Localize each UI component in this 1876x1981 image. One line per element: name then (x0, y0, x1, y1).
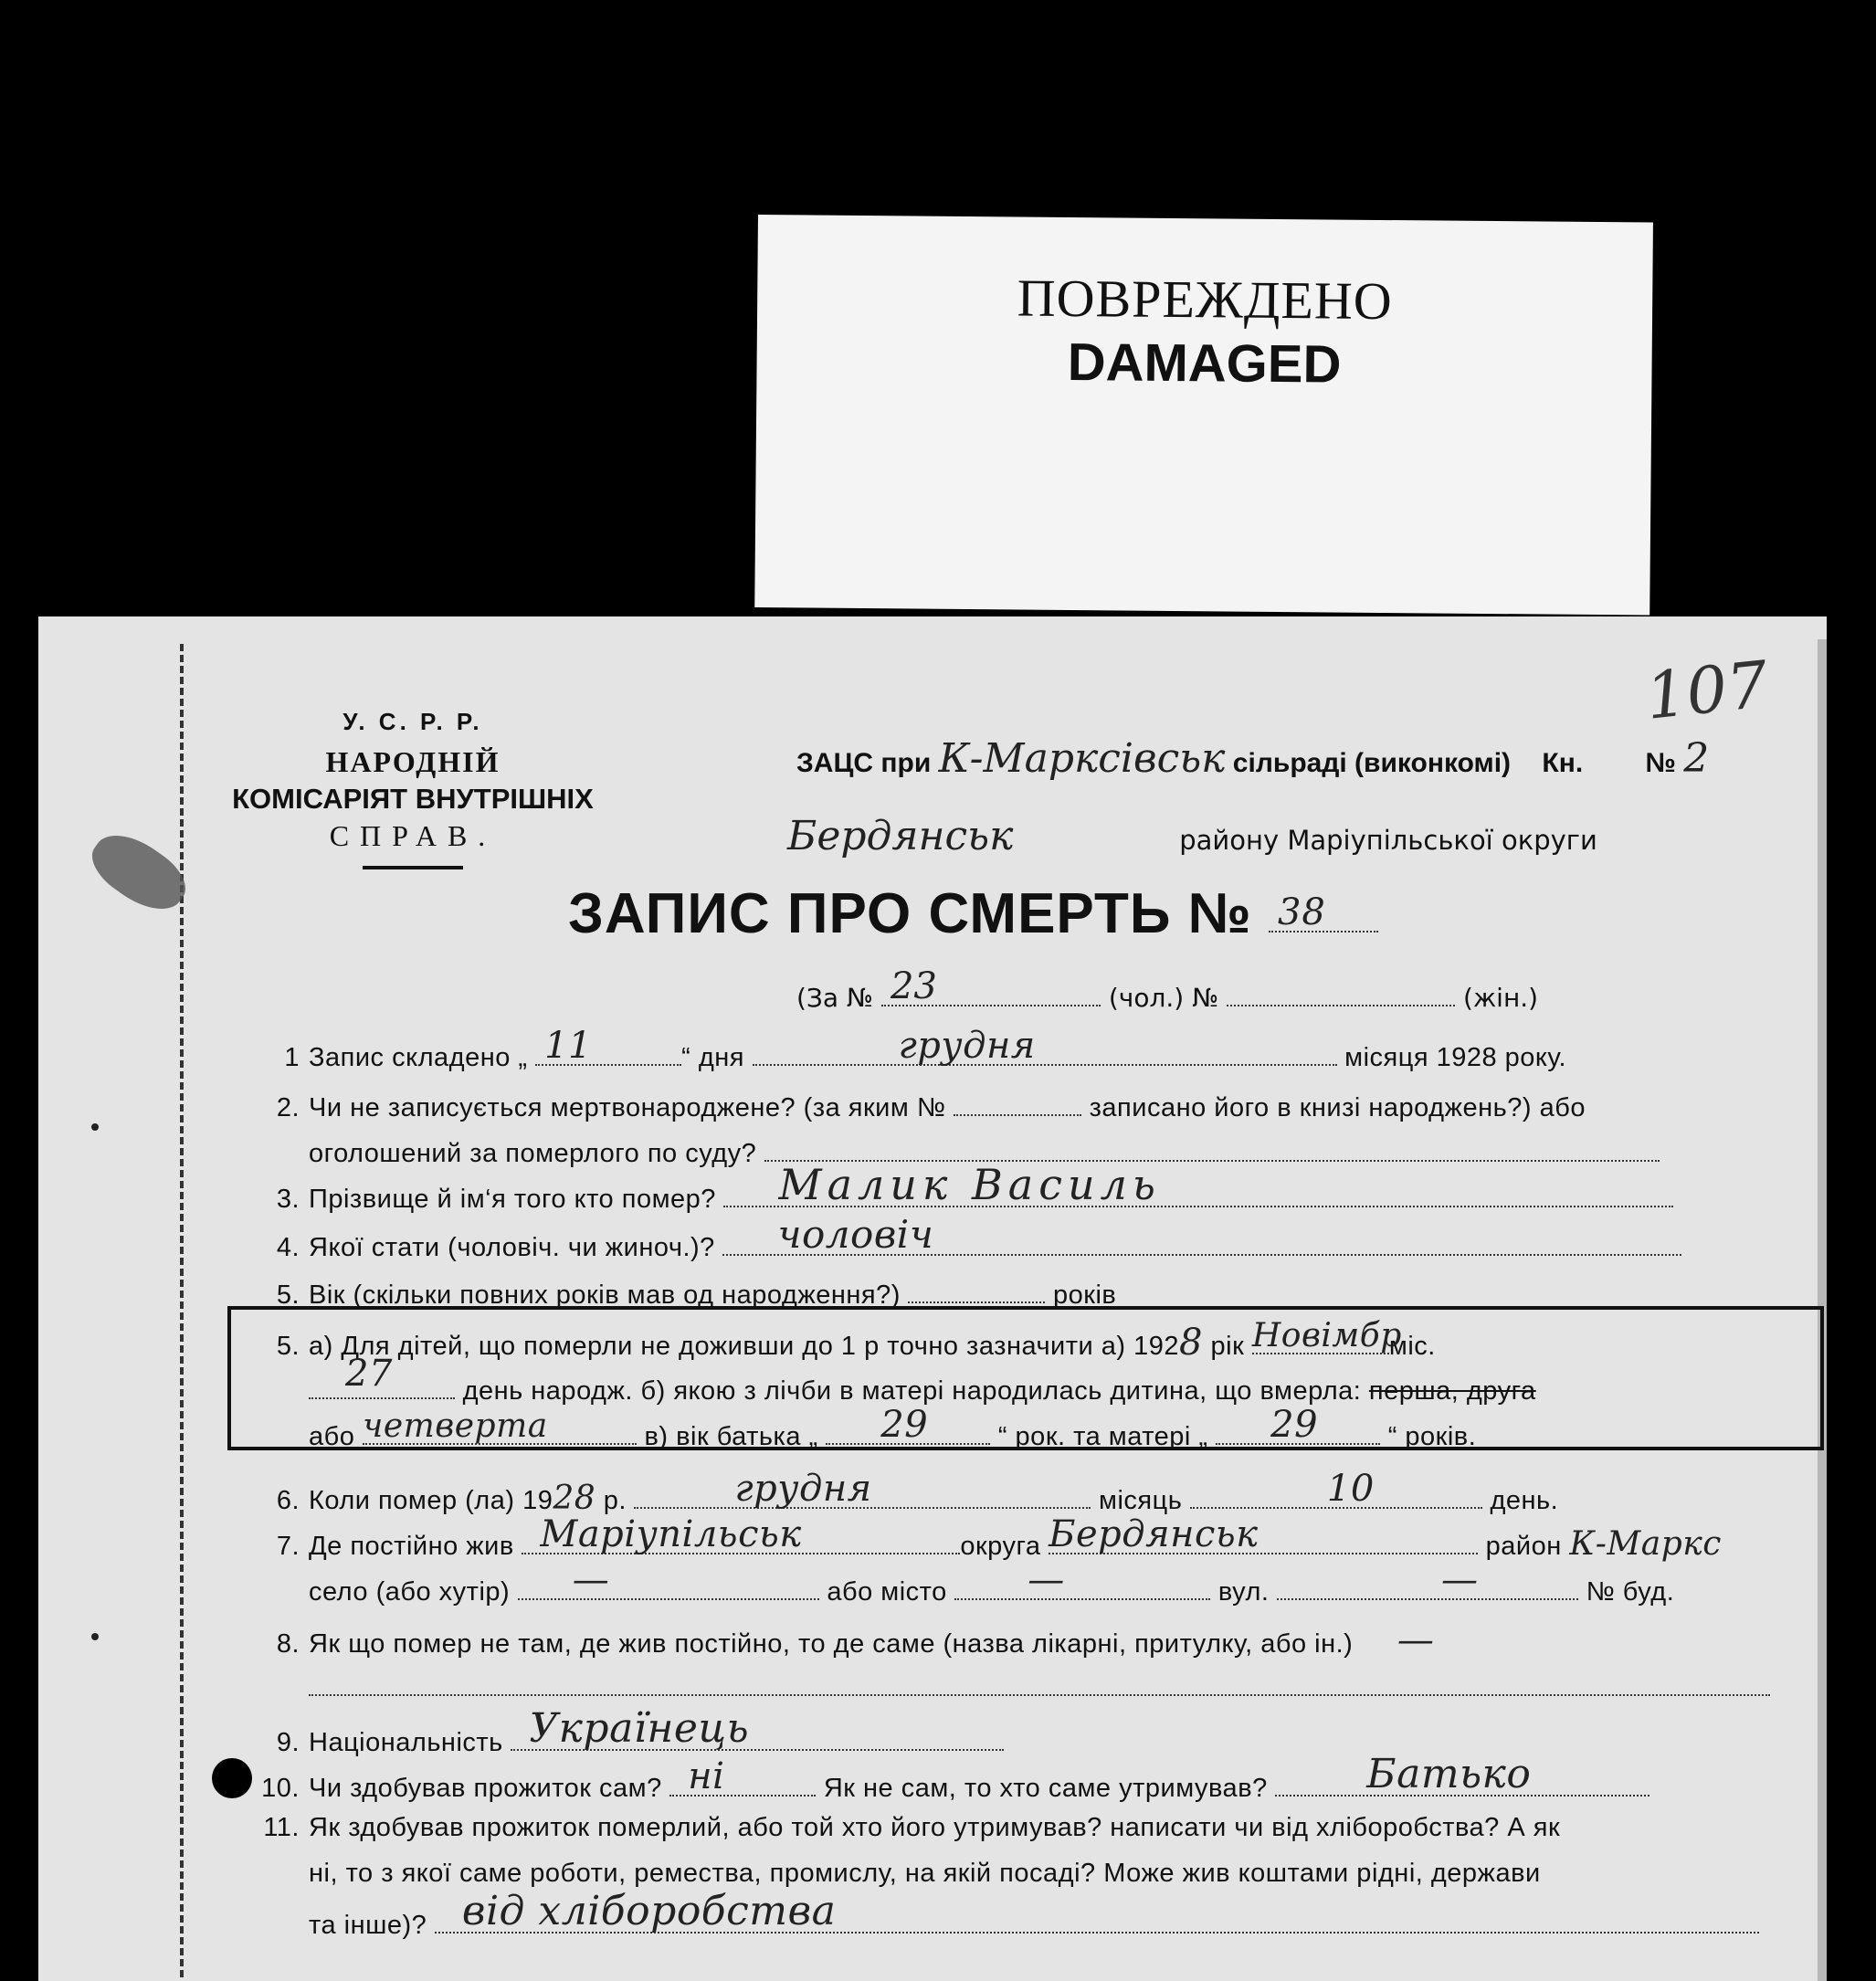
male-number-value: 23 (890, 965, 937, 1007)
field-num: 10. (261, 1774, 300, 1803)
male-label: (чол.) № (1108, 983, 1219, 1013)
zacs-line (796, 735, 1709, 782)
place-of-death-field (309, 1667, 1770, 1696)
issuer-line1: НАРОДНІЙ (325, 745, 501, 778)
record-number-value: 38 (1277, 891, 1326, 933)
issuer-line3: СПРАВ. (329, 819, 497, 852)
field-label: р. (603, 1486, 627, 1515)
nationality-value: Українець (529, 1705, 750, 1752)
field-label: ні, то з якої саме роботи, ремества, промислу, на якій посаді? Може жив коштами рідні, держави (309, 1859, 1541, 1888)
birth-order-field (362, 1407, 637, 1445)
deceased-name-value: Малик Василь (778, 1160, 1161, 1209)
father-age-field (826, 1404, 990, 1446)
district-suffix: району Маріупільської округи (1179, 825, 1597, 856)
za-open: (За № (796, 983, 874, 1013)
field-label: Якої стати (чоловіч. чи жиноч.)? (309, 1233, 715, 1262)
header-rule (363, 866, 463, 869)
field-6 (258, 1468, 1559, 1517)
field-7 (258, 1513, 1722, 1563)
field-label: “ рок. та матері „ (997, 1422, 1208, 1451)
city-field (954, 1559, 1210, 1601)
sex-value: чоловіч (777, 1212, 934, 1257)
field-label: в) вік батька „ (644, 1422, 818, 1451)
zacs-prefix: ЗАЦС при (796, 748, 932, 778)
record-title (568, 881, 1378, 946)
field-label: Де постійно жив (309, 1532, 514, 1561)
perforation-line (180, 644, 184, 1977)
field-2 (258, 1087, 1586, 1123)
field-3 (258, 1160, 1673, 1215)
field-label: рік (1210, 1332, 1245, 1361)
place-of-death-value: — (1396, 1619, 1435, 1661)
death-month-field (634, 1468, 1091, 1510)
city-value: — (1028, 1559, 1065, 1601)
field-label: місяця 1928 року. (1344, 1043, 1567, 1072)
field-num: 8. (276, 1629, 300, 1659)
month-value: грудня (898, 1025, 1036, 1067)
residence-okruga-field (522, 1513, 960, 1555)
death-day-value: 10 (1326, 1468, 1375, 1510)
title-text: ЗАПИС ПРО СМЕРТЬ № (568, 882, 1252, 945)
field-label: район (1485, 1532, 1562, 1561)
field-5 (258, 1274, 1116, 1311)
birth-year-digit: 8 (1179, 1322, 1203, 1364)
birth-month-value: Новімбр (1251, 1317, 1402, 1354)
field-label: та інше)? (309, 1911, 427, 1940)
supporter-value: Батько (1366, 1751, 1532, 1797)
nationality-field (511, 1705, 1004, 1752)
field-label: вул. (1217, 1577, 1270, 1607)
field-1 (258, 1025, 1567, 1073)
residence-rayon-field (1049, 1513, 1478, 1555)
field-label: № буд. (1586, 1577, 1675, 1607)
book-label: Кн. (1542, 748, 1584, 778)
field-label: а) Для дітей, що померли не доживши до 1 р точно зазначити а) 192 (309, 1332, 1180, 1361)
field-label: Національність (309, 1728, 503, 1757)
field-label: Як що помер не там, де жив постійно, то де саме (назва лікарні, притулку, або ін.) (309, 1629, 1354, 1659)
field-num: 2. (276, 1093, 300, 1122)
field-label: Як не сам, то хто саме утримував? (823, 1774, 1268, 1803)
field-label: село (або хутір) (309, 1577, 511, 1607)
field-11 (258, 1813, 1560, 1843)
page-number: 107 (1642, 647, 1772, 734)
residence-rayon-value2: К-Маркс (1569, 1525, 1722, 1563)
street-value: — (1441, 1559, 1479, 1601)
zacs-suffix: сільраді (виконкомі) (1232, 748, 1512, 778)
death-month-value: грудня (734, 1468, 872, 1510)
field-num: 9. (276, 1728, 300, 1757)
field-label: округа (960, 1532, 1041, 1561)
field-label: оголошений за померлого по суду? (309, 1139, 757, 1168)
sex-field (722, 1212, 1681, 1257)
field-label: або (309, 1422, 355, 1451)
record-number-field (1269, 891, 1378, 933)
death-day-field (1190, 1468, 1482, 1510)
council-value: К-Марксівськ (938, 735, 1226, 782)
damaged-label-ukrainian: ПОВРЕЖДЕНО (1017, 268, 1393, 332)
day-field (535, 1025, 681, 1067)
district-line (787, 813, 1597, 859)
mother-age-field (1216, 1404, 1380, 1446)
field-num: 4. (276, 1233, 300, 1262)
stillborn-number-field (954, 1087, 1081, 1116)
field-10 (258, 1751, 1649, 1804)
field-label: записано його в книзі народжень?) або (1089, 1093, 1586, 1122)
livelihood-value: від хліборобства (461, 1888, 837, 1934)
field-num: 3. (276, 1185, 300, 1214)
damaged-label-english: DAMAGED (1067, 332, 1342, 395)
death-record-form (38, 616, 1827, 1981)
margin-dot (91, 1123, 99, 1131)
father-age-value: 29 (880, 1404, 929, 1446)
field-7-line2 (309, 1559, 1675, 1607)
field-5a-line2 (309, 1353, 1536, 1407)
field-label: років (1053, 1280, 1117, 1310)
field-4 (258, 1212, 1681, 1263)
district-value: Бердянськ (787, 813, 1014, 859)
mother-age-value: 29 (1270, 1404, 1319, 1446)
field-label: міс. (1388, 1332, 1436, 1361)
field-11-line3 (309, 1888, 1759, 1941)
birth-order-value: четверта (362, 1407, 548, 1445)
field-label: місяць (1099, 1486, 1183, 1515)
ink-blotch (82, 821, 196, 923)
book-number-value: 2 (1683, 735, 1710, 782)
day-value: 11 (544, 1025, 593, 1067)
damaged-notice-card (754, 215, 1653, 616)
struck-options: перша, друга (1368, 1376, 1536, 1406)
female-number-field (1227, 977, 1455, 1006)
supporter-field (1275, 1751, 1649, 1797)
field-label: або місто (827, 1577, 947, 1607)
field-num: 1 (284, 1043, 300, 1072)
death-year-value: 28 (553, 1480, 596, 1517)
za-line (796, 965, 1539, 1013)
field-11-line2 (309, 1859, 1541, 1889)
field-label: Як здобував прожиток померлий, або той хто його утримував? написати чи від хліборобства? А як (309, 1813, 1561, 1842)
field-num: 7. (276, 1532, 300, 1561)
self-supporting-value: ні (688, 1755, 725, 1797)
punch-hole (212, 1758, 252, 1798)
deceased-name-field (723, 1160, 1673, 1209)
field-9 (258, 1705, 1004, 1758)
field-label: день народж. б) якою з лічби в матері народилась дитина, що вмерла: (462, 1376, 1362, 1406)
number-label: № (1645, 748, 1676, 778)
residence-rayon-value: Бердянськ (1049, 1513, 1259, 1555)
village-value: — (572, 1559, 610, 1601)
female-label: (жін.) (1463, 983, 1539, 1013)
field-label: Запис складено „ (309, 1043, 528, 1072)
self-supporting-field (669, 1755, 816, 1797)
livelihood-field (435, 1888, 1759, 1934)
village-field (518, 1559, 819, 1601)
issuer-line2: КОМІСАРІЯТ ВНУТРІШНІХ (232, 783, 594, 815)
birth-day-value: 27 (345, 1353, 393, 1395)
field-num: 5. (276, 1280, 300, 1310)
month-field (753, 1025, 1337, 1067)
birth-month-field (1251, 1317, 1402, 1354)
field-8 (258, 1619, 1434, 1661)
field-label: Чи не записується мертвонароджене? (за яким № (309, 1093, 946, 1122)
field-8-line2 (309, 1667, 1770, 1703)
state-abbrev: У. С. Р. Р. (343, 708, 483, 735)
male-number-field (881, 965, 1101, 1007)
age-field (908, 1274, 1045, 1303)
field-label: Вік (скільки повних років мав од народження?) (309, 1280, 901, 1310)
court-declared-field (764, 1133, 1660, 1162)
birth-day-field (309, 1353, 455, 1399)
field-num: 5. (276, 1332, 300, 1361)
residence-okruga-value: Маріупільськ (540, 1513, 802, 1555)
field-label: “ дня (681, 1043, 744, 1072)
field-num: 6. (276, 1486, 300, 1515)
field-5a-line1 (258, 1317, 1436, 1364)
field-label: “ років. (1387, 1422, 1477, 1451)
field-num: 11. (263, 1813, 300, 1842)
field-label: Чи здобував прожиток сам? (309, 1774, 662, 1803)
field-label: Коли помер (ла) 19 (309, 1486, 553, 1515)
field-label: Прізвище й ім‘я того кто помер? (309, 1185, 716, 1214)
street-field (1277, 1559, 1578, 1601)
field-label: день. (1490, 1486, 1559, 1515)
issuer-header (232, 708, 594, 869)
margin-dot (91, 1633, 99, 1640)
field-5a-line3 (309, 1404, 1477, 1452)
